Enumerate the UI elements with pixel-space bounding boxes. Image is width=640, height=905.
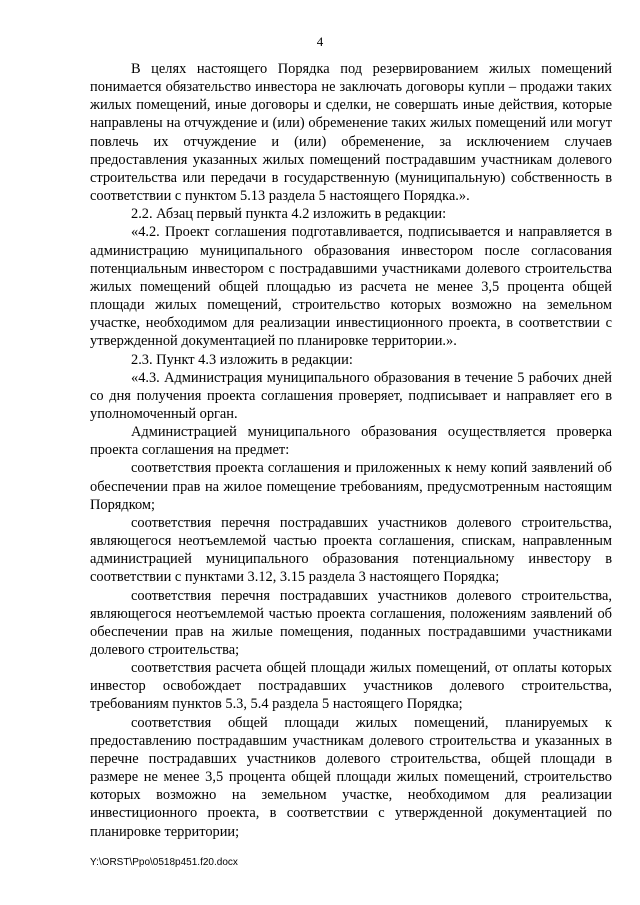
paragraph-amendment-2-3: 2.3. Пункт 4.3 изложить в редакции: [131, 351, 353, 368]
paragraph-check-area-calculation: соответствия расчета общей площади жилых помещений, от оплаты которых инвестор освобождает пострадавших участников долевого строительства, требованиям пунктов 5.3, 5.4 раздела 5 настоящего Порядка; [90, 660, 612, 713]
paragraph-clause-4-2: «4.2. Проект соглашения подготавливается, подписывается и направляется в администрацию муниципального образования инвестором после согласования потенциальным инвестором с пострадавшими участниками долевого строительства жилых помещений общей площадью из расчета не менее 3,5 процента общей площади жилых помещений, строительство которых возможно на земельном участке, необходимом для реализации инвестиционного проекта, в соответствии с утвержденной документацией по планировке территории.». [90, 224, 612, 350]
page-number: 4 [316, 34, 324, 49]
paragraph-check-total-area: соответствия общей площади жилых помещений, планируемых к предоставлению пострадавшим участникам долевого строительства и указанных в перечне пострадавших участников долевого строительства, общей площади в размере не менее 3,5 процента общей площади жилых помещений, строительство которых возможно на земельном участке, необходимом для реализации инвестиционного проекта, в соответствии с утвержденной документацией по планировке территории; [90, 714, 612, 840]
paragraph-verification-intro: Администрацией муниципального образования осуществляется проверка проекта соглашения на предмет: [90, 424, 612, 459]
paragraph-check-lists: соответствия перечня пострадавших участников долевого строительства, являющегося неотъемлемой частью проекта соглашения, спискам, направленным администрацией муниципального образования потенциальному инвестору в соответствии с пунктами 3.12, 3.15 раздела 3 настоящего Порядка; [90, 514, 612, 586]
paragraph-check-statements: соответствия перечня пострадавших участников долевого строительства, являющегося неотъемлемой частью проекта соглашения, положениям заявлений об обеспечении прав на жилые помещения, поданных пострадавшими участниками долевого строительства; [90, 587, 612, 658]
paragraph-reservation-definition: В целях настоящего Порядка под резервированием жилых помещений понимается обязательство инвестора не заключать договоры купли – продажи таких жилых помещений, иные договоры и сделки, не совершать иные действия, которые направлены на отчуждение и (или) обременение таких жилых помещений или могут повлечь их отчуждение и (или) обременение, за исключением случаев предоставления указанных жилых помещений пострадавшим участникам долевого строительства или передачи в государственную (муниципальную) собственность в соответствии с пунктом 5.13 раздела 5 настоящего Порядка.». [90, 61, 612, 205]
footer-file-path: Y:\ORST\Ppo\0518p451.f20.docx [90, 857, 238, 868]
paragraph-amendment-2-2: 2.2. Абзац первый пункта 4.2 изложить в редакции: [131, 206, 447, 223]
paragraph-clause-4-3: «4.3. Администрация муниципального образования в течение 5 рабочих дней со дня получения проекта соглашения проверяет, подписывает и направляет его в уполномоченный орган. [90, 369, 612, 422]
document-body [90, 60, 612, 841]
paragraph-check-applications: соответствия проекта соглашения и приложенных к нему копий заявлений об обеспечении прав на жилое помещение требованиям, предусмотренным настоящим Порядком; [90, 460, 612, 513]
